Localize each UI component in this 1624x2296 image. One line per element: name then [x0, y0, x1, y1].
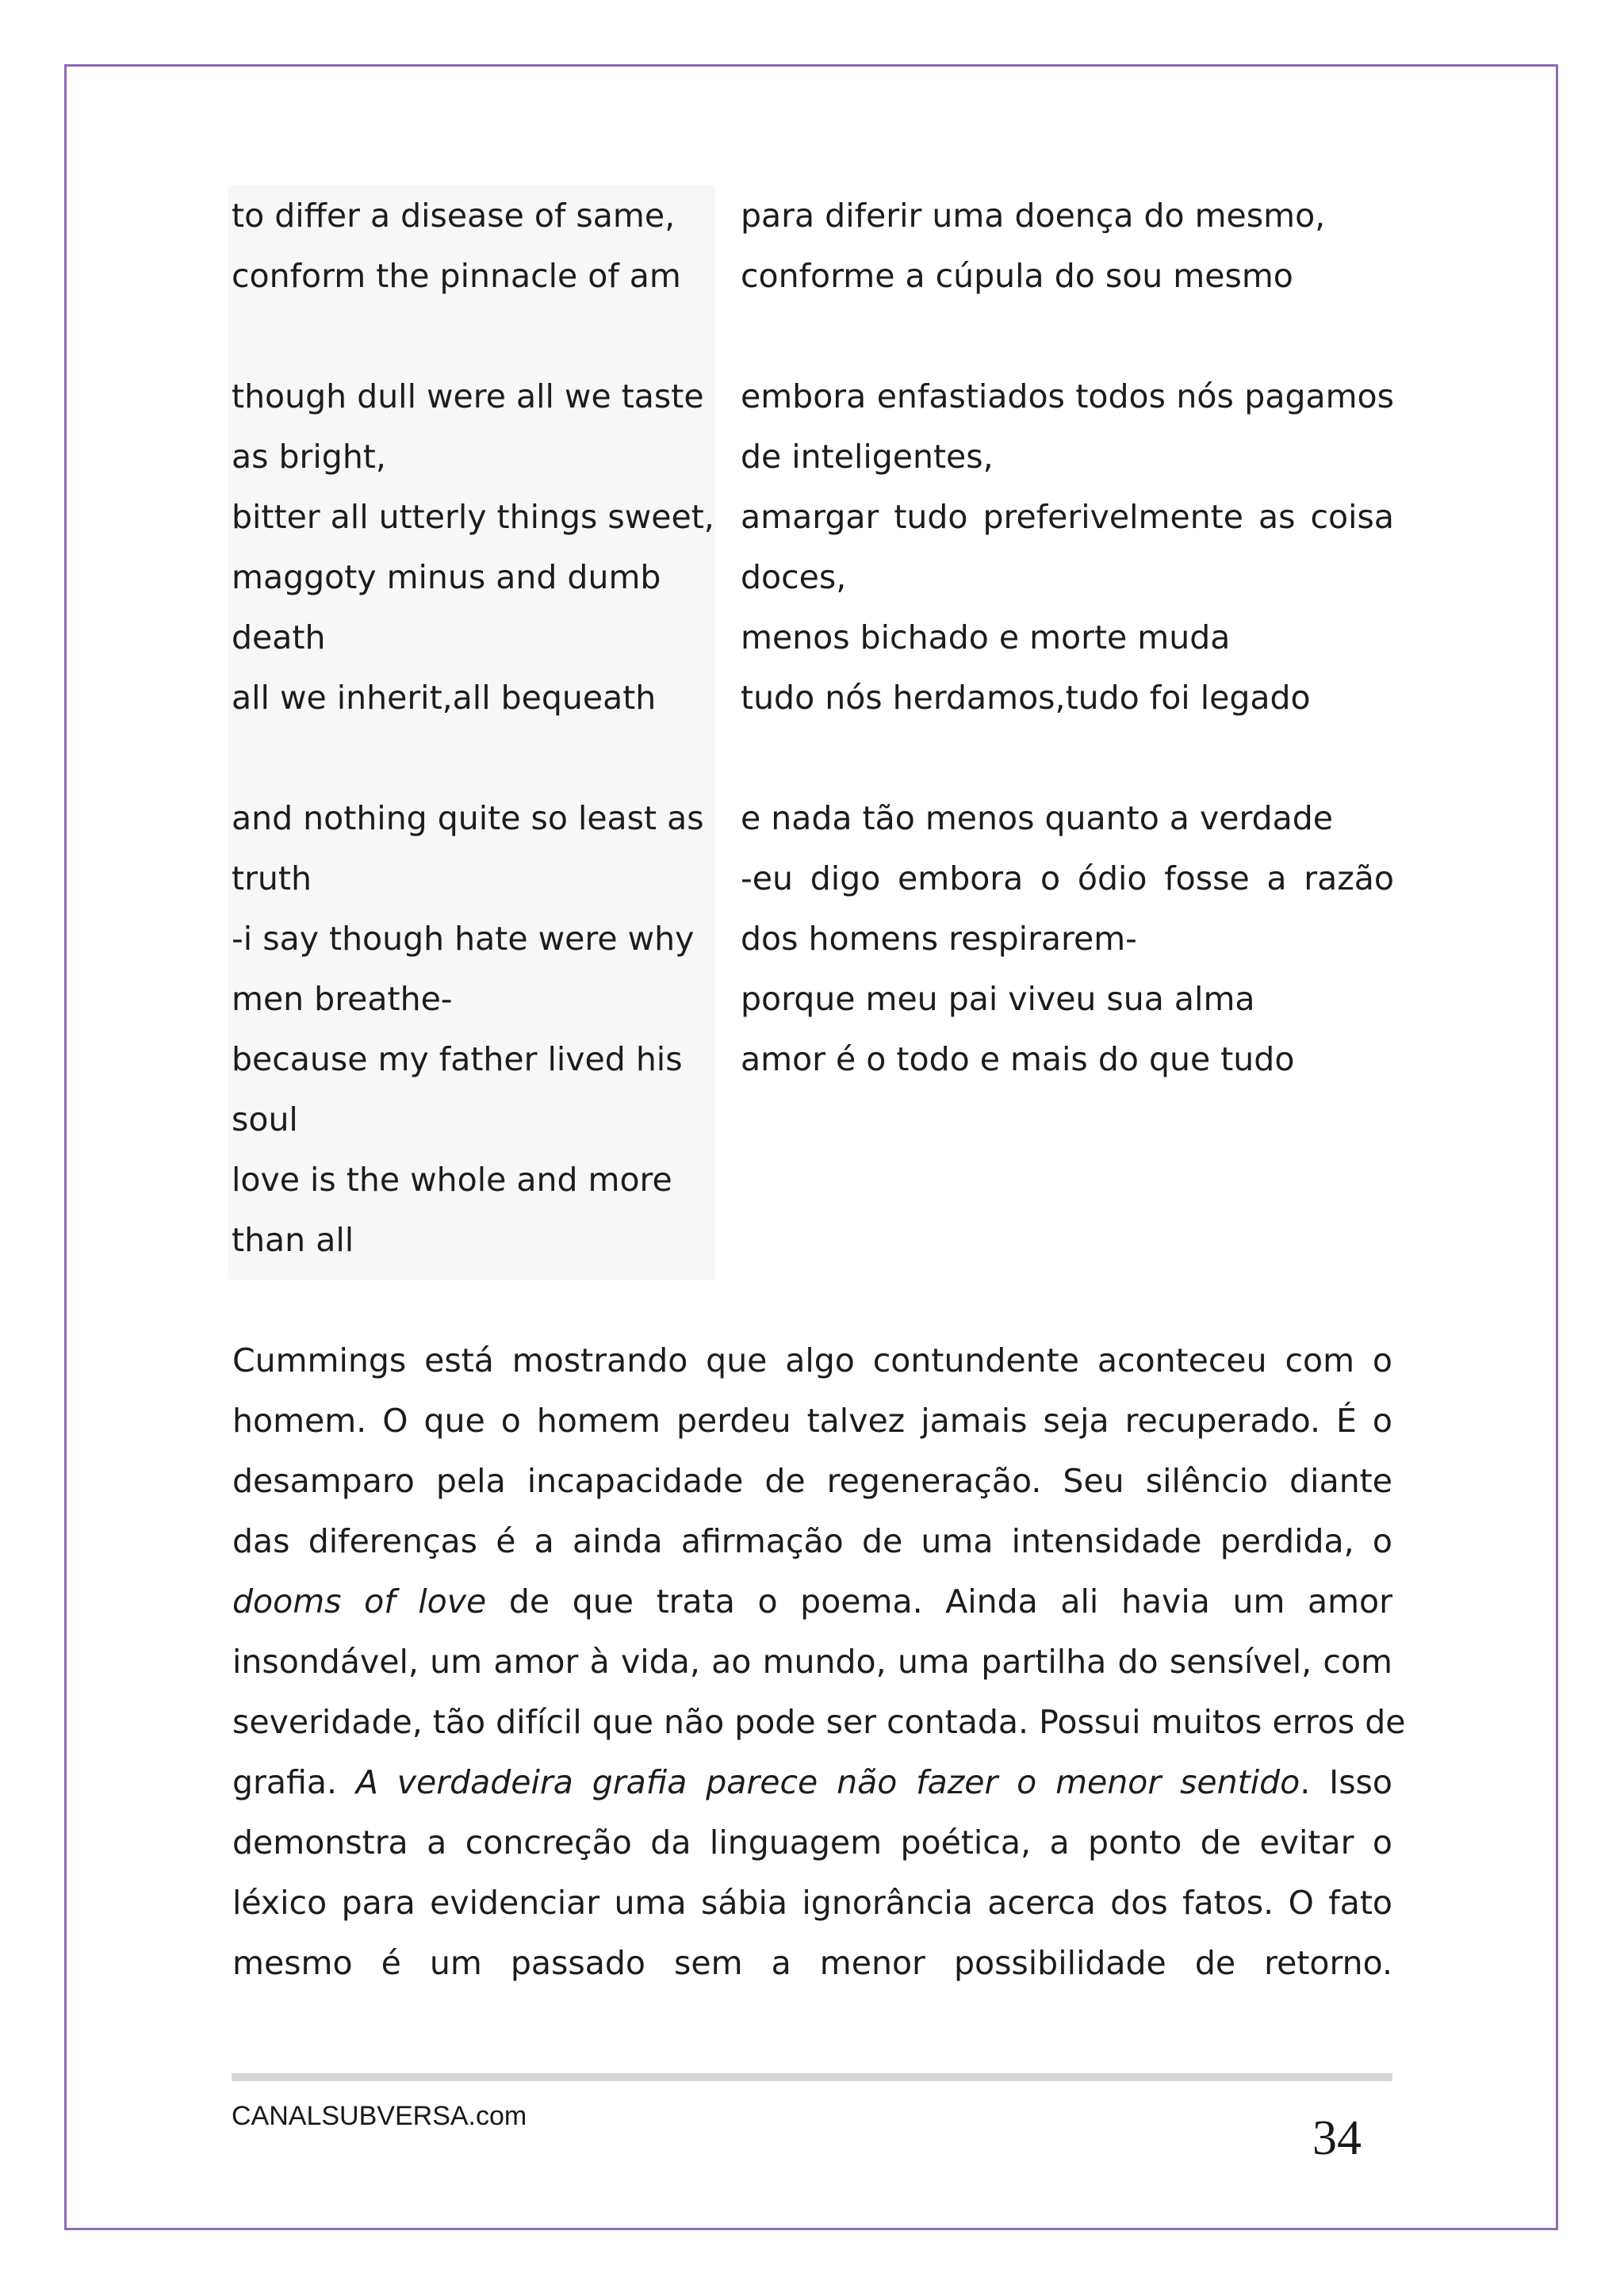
paragraph-line: desamparo pela incapacidade de regeneração. Seu silêncio diante: [232, 1462, 1392, 1500]
poem-translation-line: porque meu pai viveu sua alma: [741, 980, 1255, 1018]
poem-line: maggoty minus and dumb: [232, 558, 661, 596]
poem-line: and nothing quite so least as: [232, 799, 704, 837]
paragraph-line: [232, 1571, 1392, 1632]
stanza-gap: [741, 728, 1394, 788]
poem-translation-line: conforme a cúpula do sou mesmo: [741, 257, 1293, 295]
page-number: 34: [1312, 2111, 1362, 2165]
poem-english-column: [228, 186, 715, 1280]
poem-translation-line: de inteligentes,: [741, 438, 994, 476]
text-run: de que trata o poema. Ainda ali havia um amor: [486, 1582, 1393, 1621]
poem-line: bitter all utterly things sweet,: [232, 498, 714, 536]
poem-line: conform the pinnacle of am: [232, 257, 681, 295]
poem-line: death: [232, 618, 326, 656]
poem-line: as bright,: [232, 438, 386, 476]
poem-line: men breathe-: [232, 980, 453, 1018]
poem-portuguese-column: [715, 186, 1394, 1280]
italic-phrase: A verdadeira grafia parece não fazer o menor sentido: [355, 1763, 1300, 1801]
poem-translation-line: dos homens respirarem-: [741, 920, 1137, 958]
poem-translation-line: para diferir uma doença do mesmo,: [741, 197, 1326, 235]
poem-line: than all: [232, 1221, 354, 1259]
poem-translation-line: -eu digo embora o ódio fosse a razão: [741, 859, 1394, 897]
poem-translation-line: amor é o todo e mais do que tudo: [741, 1040, 1295, 1078]
paragraph-line: [232, 1752, 1392, 1812]
poem-line: though dull were all we taste: [232, 377, 704, 415]
commentary-paragraph: [232, 1330, 1406, 1993]
italic-phrase: dooms of love: [232, 1582, 487, 1621]
poem-line: soul: [232, 1100, 298, 1138]
text-run: grafia.: [232, 1763, 356, 1801]
poem-translation-line: embora enfastiados todos nós pagamos: [741, 377, 1394, 415]
poem-translation-line: amargar tudo preferivelmente as coisa: [741, 498, 1394, 536]
text-run: . Isso: [1300, 1763, 1392, 1801]
paragraph-line: Cummings está mostrando que algo contundente aconteceu com o: [232, 1341, 1392, 1380]
paragraph-line: das diferenças é a ainda afirmação de uma intensidade perdida, o: [232, 1522, 1392, 1560]
poem-line: to differ a disease of same,: [232, 197, 676, 235]
poem-line: love is the whole and more: [232, 1161, 672, 1199]
paragraph-line: mesmo é um passado sem a menor possibilidade de retorno.: [232, 1944, 1392, 1982]
poem-line: all we inherit,all bequeath: [232, 679, 657, 717]
poem-translation-line: menos bichado e morte muda: [741, 618, 1231, 656]
poem-line: -i say though hate were why: [232, 920, 695, 958]
poem-line: truth: [232, 859, 312, 897]
poem-translation-line: tudo nós herdamos,tudo foi legado: [741, 679, 1311, 717]
poem-translation-line: doces,: [741, 558, 847, 596]
poem-translation-line: e nada tão menos quanto a verdade: [741, 799, 1333, 837]
stanza-gap: [741, 306, 1394, 366]
stanza-gap: [232, 306, 715, 366]
footer-divider: [232, 2073, 1392, 2081]
footer-site-name: CANALSUBVERSA.com: [232, 2101, 527, 2131]
poem-line: because my father lived his: [232, 1040, 683, 1078]
bilingual-poem-table: [228, 186, 1394, 1280]
paragraph-line: severidade, tão difícil que não pode ser contada. Possui muitos erros de: [232, 1703, 1406, 1741]
paragraph-line: insondável, um amor à vida, ao mundo, uma partilha do sensível, com: [232, 1643, 1392, 1681]
stanza-gap: [232, 728, 715, 788]
paragraph-line: léxico para evidenciar uma sábia ignorância acerca dos fatos. O fato: [232, 1884, 1392, 1922]
paragraph-line: demonstra a concreção da linguagem poética, a ponto de evitar o: [232, 1823, 1392, 1862]
paragraph-line: homem. O que o homem perdeu talvez jamais seja recuperado. É o: [232, 1402, 1392, 1440]
